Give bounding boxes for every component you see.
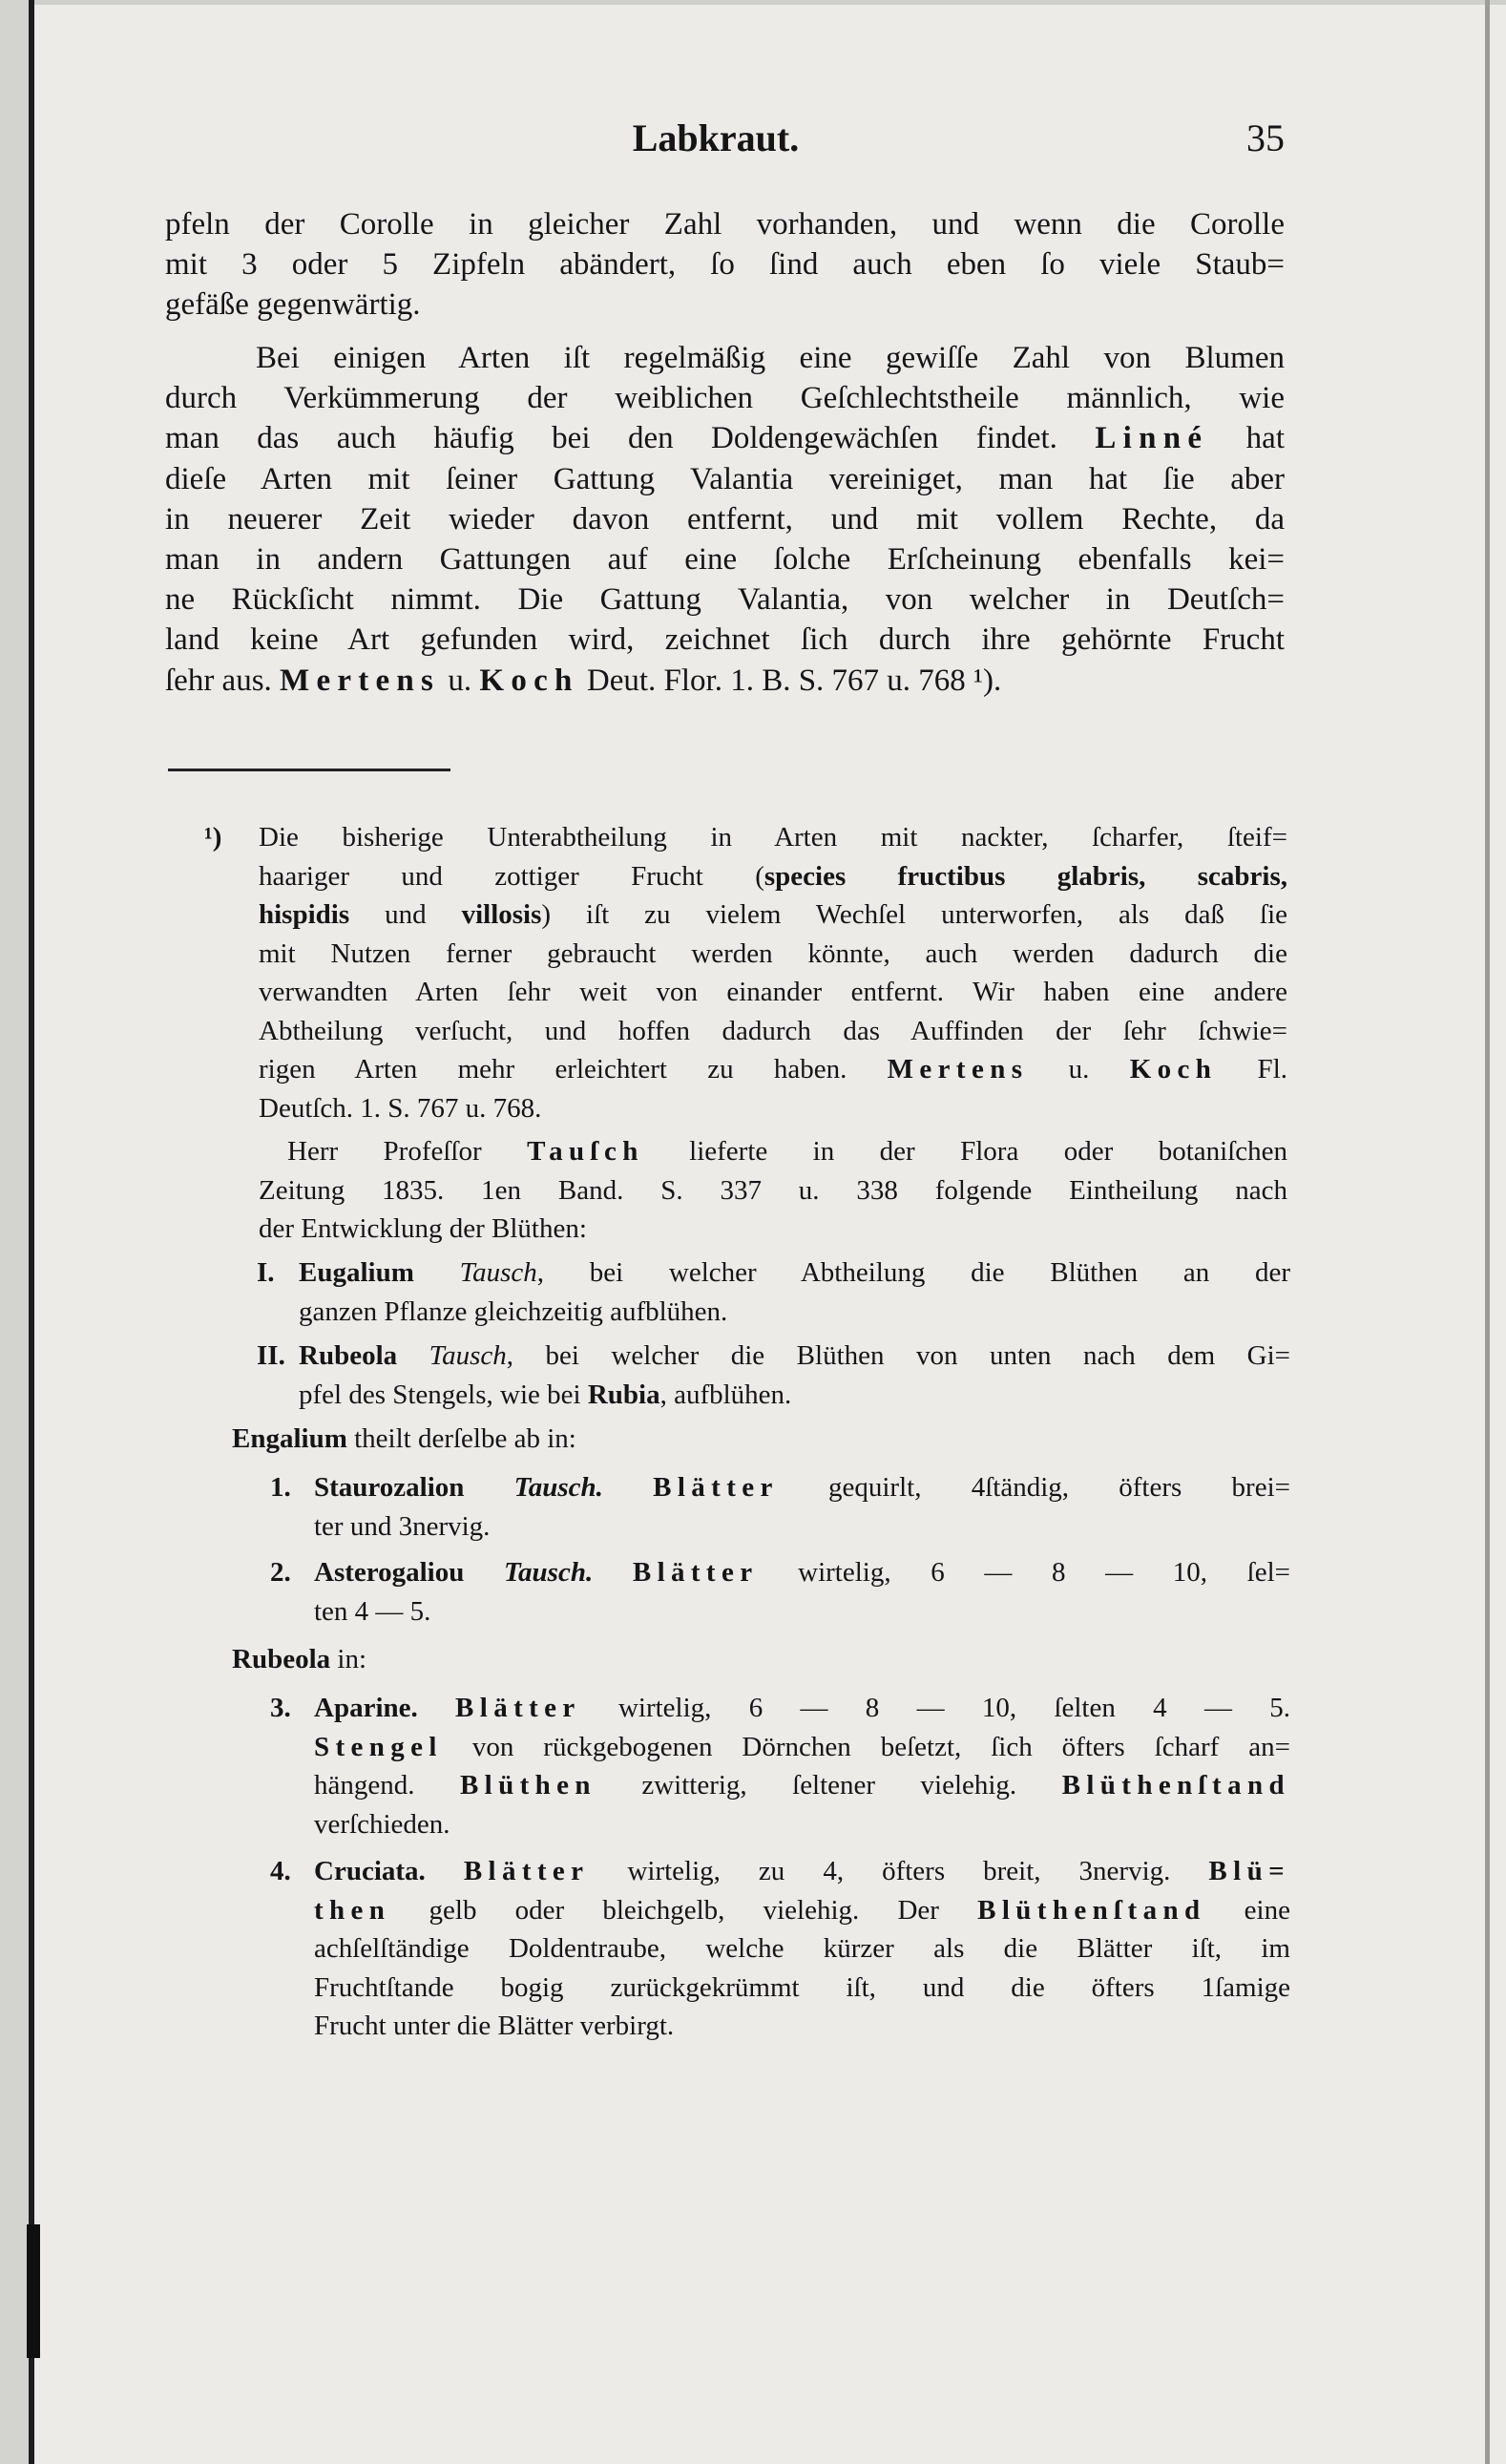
latin-term: hispidis xyxy=(259,899,350,930)
text-run: mit 3 oder 5 Zipfeln abändert, ſo ſind auch eben ſo viele Staub= xyxy=(165,247,1285,283)
author-abbrev: Tausch. xyxy=(504,1557,633,1588)
text-run: , aufblühen. xyxy=(659,1379,792,1410)
latin-genus: Rubeola xyxy=(232,1644,331,1674)
body-line xyxy=(165,284,1285,325)
spaced-term: Blätter xyxy=(653,1472,779,1503)
page-number: 35 xyxy=(1246,116,1285,159)
latin-genus: Valantia xyxy=(737,582,841,618)
text-run: verſchieden. xyxy=(314,1808,450,1840)
author-abbrev: Tausch xyxy=(459,1257,537,1288)
author-name: Koch xyxy=(1129,1054,1218,1085)
footnote-line xyxy=(314,1507,1290,1547)
spaced-term: then xyxy=(314,1894,391,1926)
latin-term: villosis xyxy=(461,899,542,930)
footnote-paragraph-1 xyxy=(204,818,1288,1127)
footnote-line xyxy=(270,1468,1290,1507)
text-run: gelb oder bleichgelb, vielehig. Der xyxy=(390,1894,978,1926)
footnote-line xyxy=(259,935,1287,974)
footnote-line xyxy=(232,1420,1282,1459)
footnote-line xyxy=(299,1293,1290,1332)
text-run: Frucht unter die Blätter verbirgt. xyxy=(314,2011,675,2041)
footnote-paragraph-2 xyxy=(259,1132,1287,1249)
spaced-term: Blätter xyxy=(463,1856,590,1886)
text-run: Zeitung 1835. 1en Band. S. 337 u. 338 folgende Eintheilung nach xyxy=(259,1174,1287,1206)
latin-genus: Rubia xyxy=(587,1379,660,1410)
subgroup-item xyxy=(270,1553,1290,1631)
text-run: Deut. Flor. 1. B. S. 767 u. 768 ¹). xyxy=(578,663,1002,698)
latin-genus: Staurozalion xyxy=(314,1472,514,1503)
division-rubeola xyxy=(257,1337,1290,1414)
text-run: haariger und zottiger Frucht ( xyxy=(259,860,764,892)
text-run: durch Verkümmerung der weiblichen Geſchlechtstheile männlich, wie xyxy=(165,381,1285,416)
text-run: pfeln der Corolle in gleicher Zahl vorhanden, und wenn die Corolle xyxy=(165,207,1285,242)
text-run: vereiniget, man hat ſie aber xyxy=(793,461,1285,496)
footnote-line xyxy=(270,1553,1290,1592)
text-run: mit Nutzen ferner gebraucht werden könnte, auch werden dadurch die xyxy=(259,937,1287,969)
text-run: lieferte in der Flora oder botaniſchen xyxy=(643,1136,1288,1167)
footnote-line xyxy=(259,973,1287,1012)
latin-genus: Asterogaliou xyxy=(314,1557,504,1588)
author-name: Koch xyxy=(479,663,579,698)
text-run: hängend. xyxy=(314,1770,460,1801)
text-run: u. xyxy=(440,663,480,698)
text-run: land keine Art gefunden wird, zeichnet ſich durch ihre gehörnte Frucht xyxy=(165,622,1285,658)
author-name: Mertens xyxy=(280,663,441,698)
body-line xyxy=(165,620,1285,660)
item-number: 1. xyxy=(270,1472,291,1503)
text-run: dieſe Arten mit ſeiner Gattung xyxy=(165,461,691,496)
body-line xyxy=(165,579,1285,620)
footnote-line xyxy=(259,895,1287,935)
text-run: wirtelig, 6 — 8 — 10, ſelten 4 — 5. xyxy=(580,1693,1290,1723)
subgroup-item xyxy=(270,1689,1290,1843)
rubeola-intro xyxy=(232,1640,1282,1679)
text-run: ſehr aus. xyxy=(165,663,281,698)
text-run: und xyxy=(349,899,462,930)
body-line xyxy=(165,661,1285,701)
author-abbrev: Tausch xyxy=(429,1340,507,1371)
text-run: ten 4 — 5. xyxy=(314,1595,431,1627)
body-paragraph-1 xyxy=(165,204,1285,326)
author-abbrev: Tausch. xyxy=(513,1472,654,1503)
text-run: von rückgebogenen Dörnchen beſetzt, ſich öfters ſcharf an= xyxy=(442,1731,1290,1762)
footnote-line xyxy=(232,1640,1282,1679)
spaced-term: Blü= xyxy=(1208,1856,1290,1886)
footnote-line xyxy=(270,1852,1290,1891)
item-number: 4. xyxy=(270,1856,291,1886)
text-run: wirtelig, zu 4, öfters breit, 3nervig. xyxy=(589,1856,1209,1886)
text-run: ne Rückſicht nimmt. Die Gattung xyxy=(165,582,738,618)
body-line xyxy=(165,499,1285,539)
text-run: Fl. xyxy=(1217,1054,1287,1085)
footnote-line xyxy=(259,1050,1287,1089)
text-run: achſelſtändige Doldentraube, welche kürzer als die Blätter iſt, im xyxy=(314,1933,1290,1964)
text-run: u. xyxy=(1028,1054,1130,1085)
text-run: zwitterig, ſeltener vielehig. xyxy=(596,1770,1062,1801)
spaced-term: Blätter xyxy=(455,1693,581,1723)
footnote-line xyxy=(314,1929,1290,1969)
subgroup-item xyxy=(270,1852,1290,2046)
body-paragraph-2 xyxy=(165,338,1285,701)
text-run: , bei welcher Abtheilung die Blüthen an der xyxy=(536,1257,1290,1288)
footnote-line xyxy=(314,1891,1290,1930)
scan-binding-mark xyxy=(27,2224,40,2358)
roman-numeral: I. xyxy=(257,1257,275,1288)
text-run: , bei welcher die Blüthen von unten nach dem Gi= xyxy=(506,1340,1290,1371)
latin-genus: Aparine. xyxy=(314,1693,456,1723)
footnote-line xyxy=(314,1728,1290,1767)
spaced-term: Blüthenſtand xyxy=(1061,1770,1290,1801)
scan-right-edge xyxy=(1485,0,1490,2464)
footnote-line xyxy=(314,1805,1290,1844)
text-run: Abtheilung verſucht, und hoffen dadurch das Auffinden der ſehr ſchwie= xyxy=(259,1015,1287,1046)
text-run: Bei einigen Arten iſt regelmäßig eine gewiſſe Zahl von Blumen xyxy=(256,341,1285,375)
text-run: ganzen Pflanze gleichzeitig aufblühen. xyxy=(299,1295,728,1327)
division-eugalium xyxy=(257,1253,1290,1331)
footnote-line xyxy=(314,1969,1290,2008)
running-title: Labkraut. xyxy=(632,116,800,159)
footnote-line xyxy=(257,1253,1290,1293)
eugalium-intro xyxy=(232,1420,1282,1459)
text-run: theilt derſelbe ab in: xyxy=(346,1423,576,1454)
item-number: 3. xyxy=(270,1693,291,1723)
footnote-line xyxy=(259,1171,1287,1211)
body-line xyxy=(165,418,1285,458)
footnote-line xyxy=(259,1089,1287,1128)
spaced-term: Stengel xyxy=(314,1731,443,1762)
text-run: in neuerer Zeit wieder davon entfernt, und mit vollem Rechte, da xyxy=(165,501,1285,537)
text-run: gefäße gegenwärtig. xyxy=(165,287,421,323)
text-run: Fruchtſtande bogig zurückgekrümmt iſt, und die öfters 1ſamige xyxy=(314,1971,1290,2003)
text-run: ) iſt zu vielem Wechſel unterworfen, als daß ſie xyxy=(541,899,1288,930)
text-run: Die bisherige Unterabtheilung in Arten mit nackter, ſcharfer, ſteif= xyxy=(259,822,1287,853)
text-run: man das auch häufig bei den Doldengewächſen findet. xyxy=(165,421,1096,456)
spaced-term: Blätter xyxy=(632,1557,759,1588)
footnote-line xyxy=(259,1012,1287,1051)
footnote-line xyxy=(270,1689,1290,1728)
body-line xyxy=(165,244,1285,284)
spaced-term: Blüthen xyxy=(459,1770,596,1801)
footnote-rule xyxy=(168,769,450,771)
body-line xyxy=(165,378,1285,418)
text-run: hat xyxy=(1208,421,1285,456)
footnote-line xyxy=(257,1337,1290,1376)
spaced-term: Blüthenſtand xyxy=(977,1894,1206,1926)
body-line xyxy=(165,204,1285,244)
text-run: , von welcher in Deutſch= xyxy=(841,582,1286,618)
author-name: Mertens xyxy=(887,1054,1029,1085)
footnote-line xyxy=(259,1132,1287,1171)
text-run: gequirlt, 4ſtändig, öfters brei= xyxy=(778,1472,1290,1503)
text-run: wirtelig, 6 — 8 — 10, ſel= xyxy=(758,1557,1290,1588)
author-name: Linné xyxy=(1095,421,1209,456)
latin-genus: Eugalium xyxy=(299,1257,460,1288)
item-number: 2. xyxy=(270,1557,291,1588)
footnote-line xyxy=(204,818,1287,857)
footnote-marker: ¹) xyxy=(204,822,222,853)
footnote-line xyxy=(314,2007,1290,2046)
text-run: rigen Arten mehr erleichtert zu haben. xyxy=(259,1054,888,1085)
text-run: der Entwicklung der Blüthen: xyxy=(259,1213,587,1244)
text-run: Deutſch. 1. S. 767 u. 768. xyxy=(259,1092,542,1124)
text-run: Herr Profeſſor xyxy=(287,1136,528,1167)
subgroup-item xyxy=(270,1468,1290,1546)
text-run: pfel des Stengels, wie bei xyxy=(299,1379,588,1410)
latin-genus: Valantia xyxy=(690,461,794,496)
text-run: verwandten Arten ſehr weit von einander entfernt. Wir haben eine andere xyxy=(259,977,1287,1007)
latin-genus: Engalium xyxy=(232,1423,347,1454)
footnote-line xyxy=(259,857,1287,896)
text-run: in: xyxy=(330,1644,367,1674)
latin-genus: Rubeola xyxy=(299,1340,429,1371)
author-name: Tauſch xyxy=(527,1136,644,1167)
text-run: ter und 3nervig. xyxy=(314,1510,491,1542)
body-line xyxy=(165,539,1285,579)
text-run: eine xyxy=(1205,1894,1290,1926)
scan-top-edge xyxy=(0,0,1506,5)
text-run: man in andern Gattungen auf eine ſolche Erſcheinung ebenfalls kei= xyxy=(165,542,1285,578)
roman-numeral: II. xyxy=(257,1340,285,1371)
footnote-line xyxy=(314,1766,1290,1805)
scan-binding-edge xyxy=(29,0,34,2464)
latin-genus: Cruciata. xyxy=(314,1856,464,1886)
latin-term: species fructibus glabris, scabris, xyxy=(763,860,1287,892)
footnote-line xyxy=(314,1592,1290,1632)
body-line xyxy=(165,338,1285,378)
body-line xyxy=(165,459,1285,499)
footnote-line xyxy=(259,1210,1287,1249)
scan-left-margin xyxy=(0,0,29,2464)
footnote-line xyxy=(299,1376,1290,1415)
